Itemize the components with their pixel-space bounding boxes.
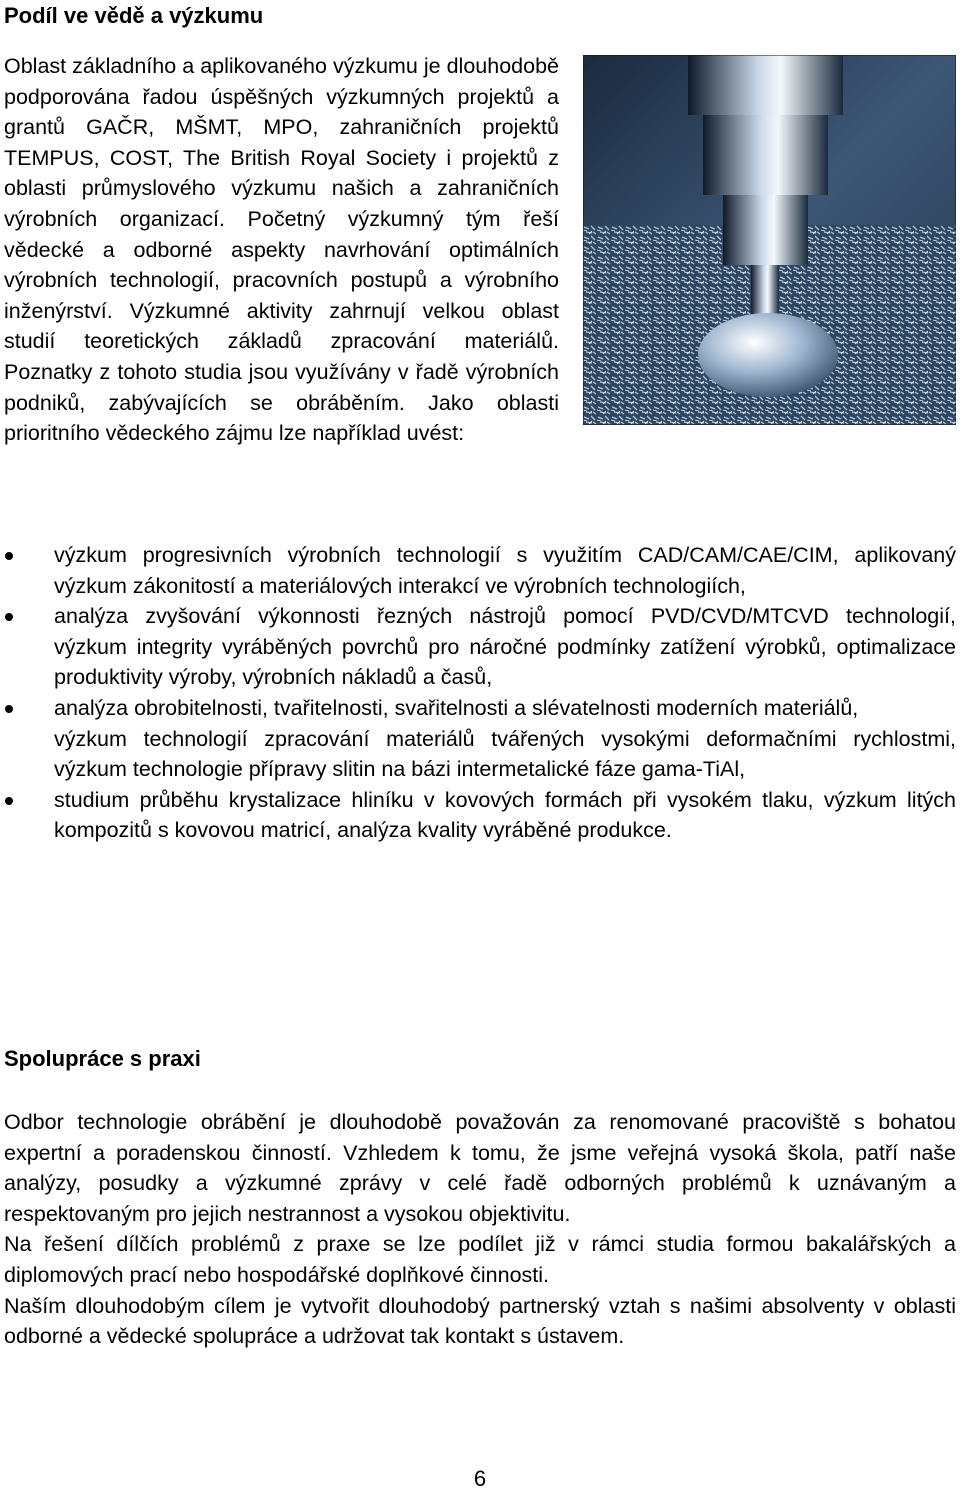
bullet-icon [5,613,13,621]
cooperation-paragraph-2: Na řešení dílčích problémů z praxe se lze podílet již v rámci studia formou bakalářských a diplomových prací nebo hospodářské doplňkové činnosti. [4,1232,956,1287]
section-heading-research: Podíl ve vědě a výzkumu [4,3,264,28]
list-item: studium průběhu krystalizace hliníku v kovových formách při vysokém tlaku, výzkum litých kompozitů s kovovou matricí, analýza kvality vyráběné produkce. [4,785,956,846]
research-priority-list [4,540,956,846]
bullet-icon [5,797,13,805]
list-item: výzkum progresivních výrobních technologií s využitím CAD/CAM/CAE/CIM, aplikovaný výzkum zákonitostí a materiálových interakcí ve výrobních technologiích, [4,540,956,601]
milling-machine-photo [583,55,956,425]
research-intro-text: Oblast základního a aplikovaného výzkumu je dlouhodobě podporována řadou úspěšných výzkumných projektů a grantů GAČR, MŠMT, MPO, zahraničních projektů TEMPUS, COST, The British Royal Society i projektů z oblasti průmyslového výzkumu našich a zahraničních výrobních organizací. Početný výzkumný tým řeší vědecké a odborné aspekty navrhování optimálních výrobních technologií, pracovních postupů a výrobního inženýrství. Výzkumné aktivity zahrnují velkou oblast studií teoretických základů zpracování materiálů. Poznatky z tohoto studia jsou využívány v řadě výrobních podniků, zabývajících se obráběním. Jako oblasti prioritního vědeckého zájmu lze například uvést: [4,54,559,446]
list-item: výzkum technologií zpracování materiálů tvářených vysokými deformačními rychlostmi, výzkum technologie přípravy slitin na bázi intermetalické fáze gama-TiAl, [54,726,956,782]
section-heading-cooperation: Spolupráce s praxi [4,1046,201,1071]
cooperation-text-block [4,1107,956,1352]
page-number: 6 [473,1466,487,1491]
list-item: analýza obrobitelnosti, tvařitelnosti, svařitelnosti a slévatelnosti moderních materiálů, [4,693,956,724]
bullet-icon [5,552,13,560]
research-intro-block [4,51,956,449]
bullet-icon [5,705,13,713]
cooperation-paragraph-1: Odbor technologie obrábění je dlouhodobě považován za renomované pracoviště s bohatou expertní a poradenskou činností. Vzhledem k tomu, že jsme veřejná vysoká škola, patří naše analýzy, posudky a výzkumné zprávy v celé řadě odborných problémů k uznávaným a respektovaným pro jejich nestrannost a vysokou objektivitu. [4,1110,956,1226]
list-item: analýza zvyšování výkonnosti řezných nástrojů pomocí PVD/CVD/MTCVD technologií, výzkum integrity vyráběných povrchů pro náročné podmínky zatížení výrobků, optimalizace produktivity výroby, výrobních nákladů a časů, [4,601,956,693]
cooperation-paragraph-3: Naším dlouhodobým cílem je vytvořit dlouhodobý partnerský vztah s našimi absolventy v oblasti odborné a vědecké spolupráce a udržovat tak kontakt s ústavem. [4,1293,956,1349]
